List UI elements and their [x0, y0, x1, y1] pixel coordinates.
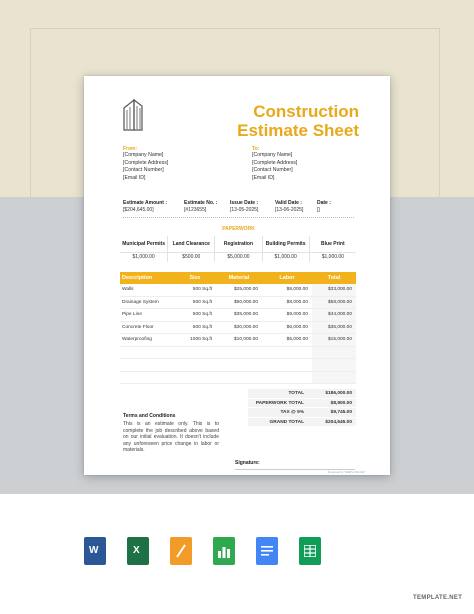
signature-line: [235, 451, 355, 470]
document-title: [214, 102, 359, 140]
item-material: $30,000.00: [233, 324, 258, 330]
item-total: $33,000.00: [312, 284, 356, 296]
paperwork-value: $1,000.00: [132, 254, 155, 260]
table-row-empty: [120, 372, 356, 385]
to-label: To:: [252, 146, 260, 152]
item-material: $35,000.00: [233, 312, 258, 317]
tax-row: [248, 408, 356, 418]
to-address: [Complete Address]: [252, 159, 298, 166]
from-email: [Email ID]: [123, 174, 146, 181]
brand-watermark: TEMPLATE.NET: [413, 595, 463, 601]
table-row: [120, 284, 356, 297]
item-material: $10,000.00: [233, 337, 258, 342]
meta-value-row: [123, 207, 354, 218]
excel-icon[interactable]: X: [127, 537, 149, 565]
items-header: Total: [327, 275, 341, 281]
estimate-number: [#123655]: [184, 207, 207, 213]
paperwork-value: $1,000.00: [262, 253, 309, 262]
item-total: $58,000.00: [312, 297, 356, 309]
item-description: Waterproofing: [122, 337, 152, 342]
totals-block: [248, 389, 356, 427]
meta-header: Valid Date :: [275, 200, 302, 206]
meta-header-row: [123, 200, 354, 207]
items-table: [120, 272, 356, 384]
estimate-sheet: [84, 76, 390, 475]
building-logo-icon: [122, 98, 144, 132]
to-company: [Company Name]: [252, 152, 293, 158]
total-row: [248, 389, 356, 399]
table-row: [120, 309, 356, 322]
item-size: 500 Sq.ft: [192, 312, 212, 317]
item-description: Pipe Line: [122, 312, 143, 317]
items-header: Size: [189, 275, 201, 281]
item-labor: $8,000.00: [286, 299, 308, 305]
to-block: [252, 146, 352, 182]
designer-credit: Designed by TEMPLATE.NET: [328, 470, 366, 474]
word-icon[interactable]: W: [84, 537, 106, 565]
paperwork-header: Land Clearance: [167, 236, 214, 252]
meta-header: Estimate Amount :: [123, 200, 167, 206]
table-row-empty: [120, 359, 356, 372]
paperwork-header: Municipal Permits: [122, 240, 165, 247]
from-company: [Company Name]: [123, 152, 164, 158]
item-labor: $6,000.00: [286, 324, 308, 330]
terms-title: Terms and Conditions: [123, 413, 176, 419]
item-description: Walls: [122, 287, 134, 292]
from-contact: [Contact Number]: [123, 167, 164, 173]
issue-date: [13-05-2025]: [230, 207, 259, 213]
item-labor: $5,000.00: [286, 337, 308, 342]
from-block: [123, 146, 213, 182]
table-row: [120, 297, 356, 310]
valid-date: [13-06-2025]: [275, 207, 304, 213]
item-description: Drainage System: [122, 299, 159, 305]
paperwork-value: $500.00: [167, 253, 214, 262]
pages-icon[interactable]: [170, 537, 192, 565]
signature-label: Signature:: [235, 460, 260, 466]
tax-label: TAX @ 5%: [280, 410, 304, 415]
google-sheets-icon[interactable]: [299, 537, 321, 565]
terms-block: [123, 413, 219, 454]
paperwork-header: Blue Print: [309, 236, 356, 252]
from-label: From:: [123, 146, 138, 152]
items-header: Material: [228, 275, 250, 281]
paperwork-total-label: PAPERWORK TOTAL: [255, 400, 304, 406]
google-docs-icon[interactable]: [256, 537, 278, 565]
grand-total-value: $204,645.00: [325, 419, 352, 425]
item-description: Concrete Floor: [122, 324, 154, 330]
paperwork-value: $1,000.00: [309, 253, 356, 262]
estimate-amount: [$204,645.00]: [123, 207, 154, 213]
item-material: $25,000.00: [233, 287, 258, 292]
meta-header: Date :: [317, 200, 331, 206]
estimate-meta: [123, 200, 354, 218]
paperwork-total-value: $8,900.00: [330, 400, 352, 406]
app-icons-row: [84, 537, 324, 567]
paperwork-title: PAPERWORK: [222, 226, 255, 232]
paperwork-header-row: [120, 236, 356, 253]
grand-total-row: [248, 418, 356, 428]
items-header: Description: [122, 275, 153, 281]
tax-value: $9,745.00: [330, 410, 352, 415]
meta-header: Issue Date :: [230, 200, 259, 206]
total-label: TOTAL: [288, 391, 304, 396]
item-size: 1000 Sq.ft: [190, 337, 212, 342]
grand-total-label: GRAND TOTAL: [269, 419, 304, 425]
items-header-row: [120, 272, 356, 284]
item-size: 500 Sq.ft: [192, 287, 212, 292]
paperwork-total-row: [248, 399, 356, 409]
total-value: $186,000.00: [325, 391, 352, 396]
table-row-empty: [120, 347, 356, 360]
paperwork-value-row: [120, 253, 356, 262]
paperwork-header: Building Permits: [262, 236, 309, 252]
date: []: [317, 207, 320, 213]
table-row: [120, 334, 356, 347]
item-size: 500 Sq.ft: [192, 324, 212, 330]
numbers-icon[interactable]: [213, 537, 235, 565]
to-email: [Email ID]: [252, 174, 275, 181]
item-material: $50,000.00: [233, 299, 258, 305]
item-labor: $9,000.00: [286, 312, 308, 317]
title-line-1: Construction: [253, 102, 359, 121]
title-line-2: Estimate Sheet: [237, 121, 359, 140]
from-address: [Complete Address]: [123, 159, 169, 166]
item-labor: $8,000.00: [286, 287, 308, 292]
to-contact: [Contact Number]: [252, 167, 293, 173]
paperwork-value: $5,000.00: [214, 253, 261, 262]
items-header: Labor: [279, 275, 295, 281]
item-total: $15,000.00: [312, 334, 356, 346]
item-size: 500 Sq.ft: [192, 299, 212, 305]
terms-text: This is an estimate only. This is to complete the job described above based on our initial evaluation. It doesn't include any unforeseen price change in labor or materials.: [123, 421, 219, 454]
paperwork-header: Registration: [214, 236, 261, 252]
paperwork-table: [120, 236, 356, 262]
meta-header: Estimate No. :: [184, 200, 218, 206]
table-row: [120, 322, 356, 335]
item-total: $36,000.00: [312, 322, 356, 334]
item-total: $44,000.00: [312, 309, 356, 321]
